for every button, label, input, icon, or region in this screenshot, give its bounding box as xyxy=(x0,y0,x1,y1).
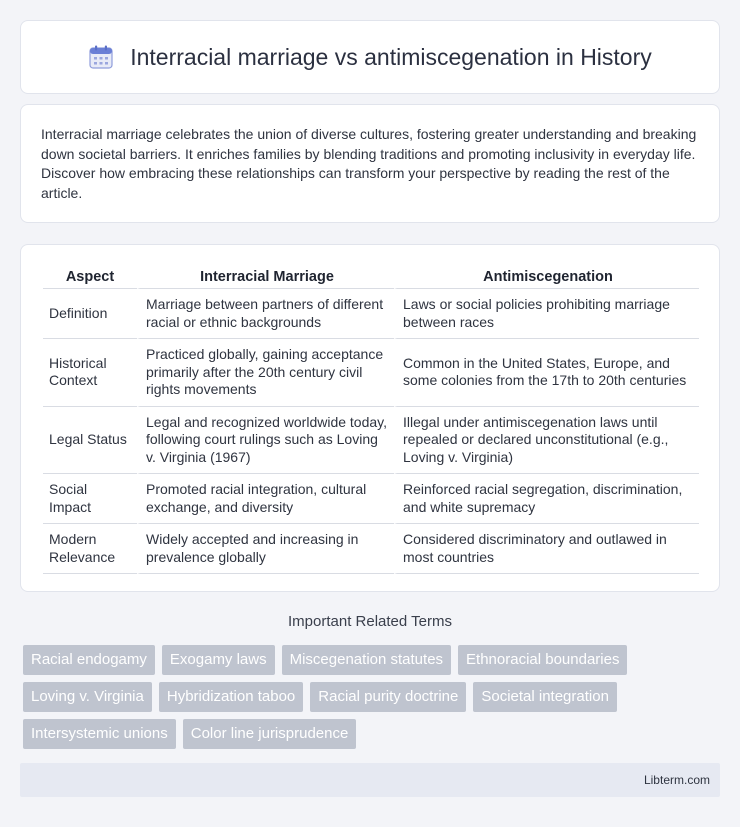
row-antimiscegenation-value: Considered discriminatory and outlawed in most countries xyxy=(394,524,699,574)
row-antimiscegenation-value: Laws or social policies prohibiting marriage between races xyxy=(394,289,699,339)
row-interracial-value: Legal and recognized worldwide today, following court rulings such as Loving v. Virginia (1967) xyxy=(137,407,394,475)
row-interracial-value: Promoted racial integration, cultural exchange, and diversity xyxy=(137,474,394,524)
related-term-tag[interactable]: Miscegenation statutes xyxy=(282,645,451,675)
row-aspect: Social Impact xyxy=(43,474,137,524)
row-antimiscegenation-value: Common in the United States, Europe, and some colonies from the 17th to 20th centuries xyxy=(394,339,699,407)
related-term-tag[interactable]: Exogamy laws xyxy=(162,645,275,675)
footer-site-link[interactable]: Libterm.com xyxy=(643,773,710,787)
table-header-row xyxy=(43,265,699,289)
table-row xyxy=(43,407,699,475)
related-term-tag[interactable]: Racial endogamy xyxy=(23,645,155,675)
row-interracial-value: Widely accepted and increasing in prevalence globally xyxy=(137,524,394,574)
related-term-tag[interactable]: Hybridization taboo xyxy=(159,682,303,712)
header-aspect: Aspect xyxy=(43,265,137,289)
header-antimiscegenation: Antimiscegenation xyxy=(394,265,699,289)
related-term-tag[interactable]: Ethnoracial boundaries xyxy=(458,645,627,675)
row-interracial-value: Marriage between partners of different racial or ethnic backgrounds xyxy=(137,289,394,339)
row-antimiscegenation-value: Reinforced racial segregation, discrimination, and white supremacy xyxy=(394,474,699,524)
comparison-table xyxy=(43,265,699,574)
row-aspect: Legal Status xyxy=(43,407,137,475)
related-terms-tags xyxy=(23,645,703,749)
row-interracial-value: Practiced globally, gaining acceptance primarily after the 20th century civil rights movements xyxy=(137,339,394,407)
header-card xyxy=(20,20,720,94)
comparison-table-card xyxy=(20,244,720,592)
calendar-icon xyxy=(88,44,114,70)
related-term-tag[interactable]: Loving v. Virginia xyxy=(23,682,152,712)
related-term-tag[interactable]: Societal integration xyxy=(473,682,617,712)
intro-text: Interracial marriage celebrates the union of diverse cultures, fostering greater understanding and breaking down societal barriers. It enriches families by blending traditions and promoting inclusivity in everyday life. Discover how embracing these relationships can transform your perspective by reading the rest of the article. xyxy=(41,126,697,201)
header-interracial-marriage: Interracial Marriage xyxy=(137,265,394,289)
row-aspect: Definition xyxy=(43,289,137,339)
page-title: Interracial marriage vs antimiscegenation in History xyxy=(130,43,652,70)
related-term-tag[interactable]: Racial purity doctrine xyxy=(310,682,466,712)
table-row xyxy=(43,339,699,407)
table-row xyxy=(43,289,699,339)
row-antimiscegenation-value: Illegal under antimiscegenation laws until repealed or declared unconstitutional (e.g., Loving v. Virginia) xyxy=(394,407,699,475)
row-aspect: Modern Relevance xyxy=(43,524,137,574)
related-term-tag[interactable]: Color line jurisprudence xyxy=(183,719,357,749)
table-row xyxy=(43,474,699,524)
footer xyxy=(20,763,720,797)
related-terms-title: Important Related Terms xyxy=(288,613,452,630)
table-row xyxy=(43,524,699,574)
row-aspect: Historical Context xyxy=(43,339,137,407)
intro-card xyxy=(20,104,720,223)
related-term-tag[interactable]: Intersystemic unions xyxy=(23,719,176,749)
